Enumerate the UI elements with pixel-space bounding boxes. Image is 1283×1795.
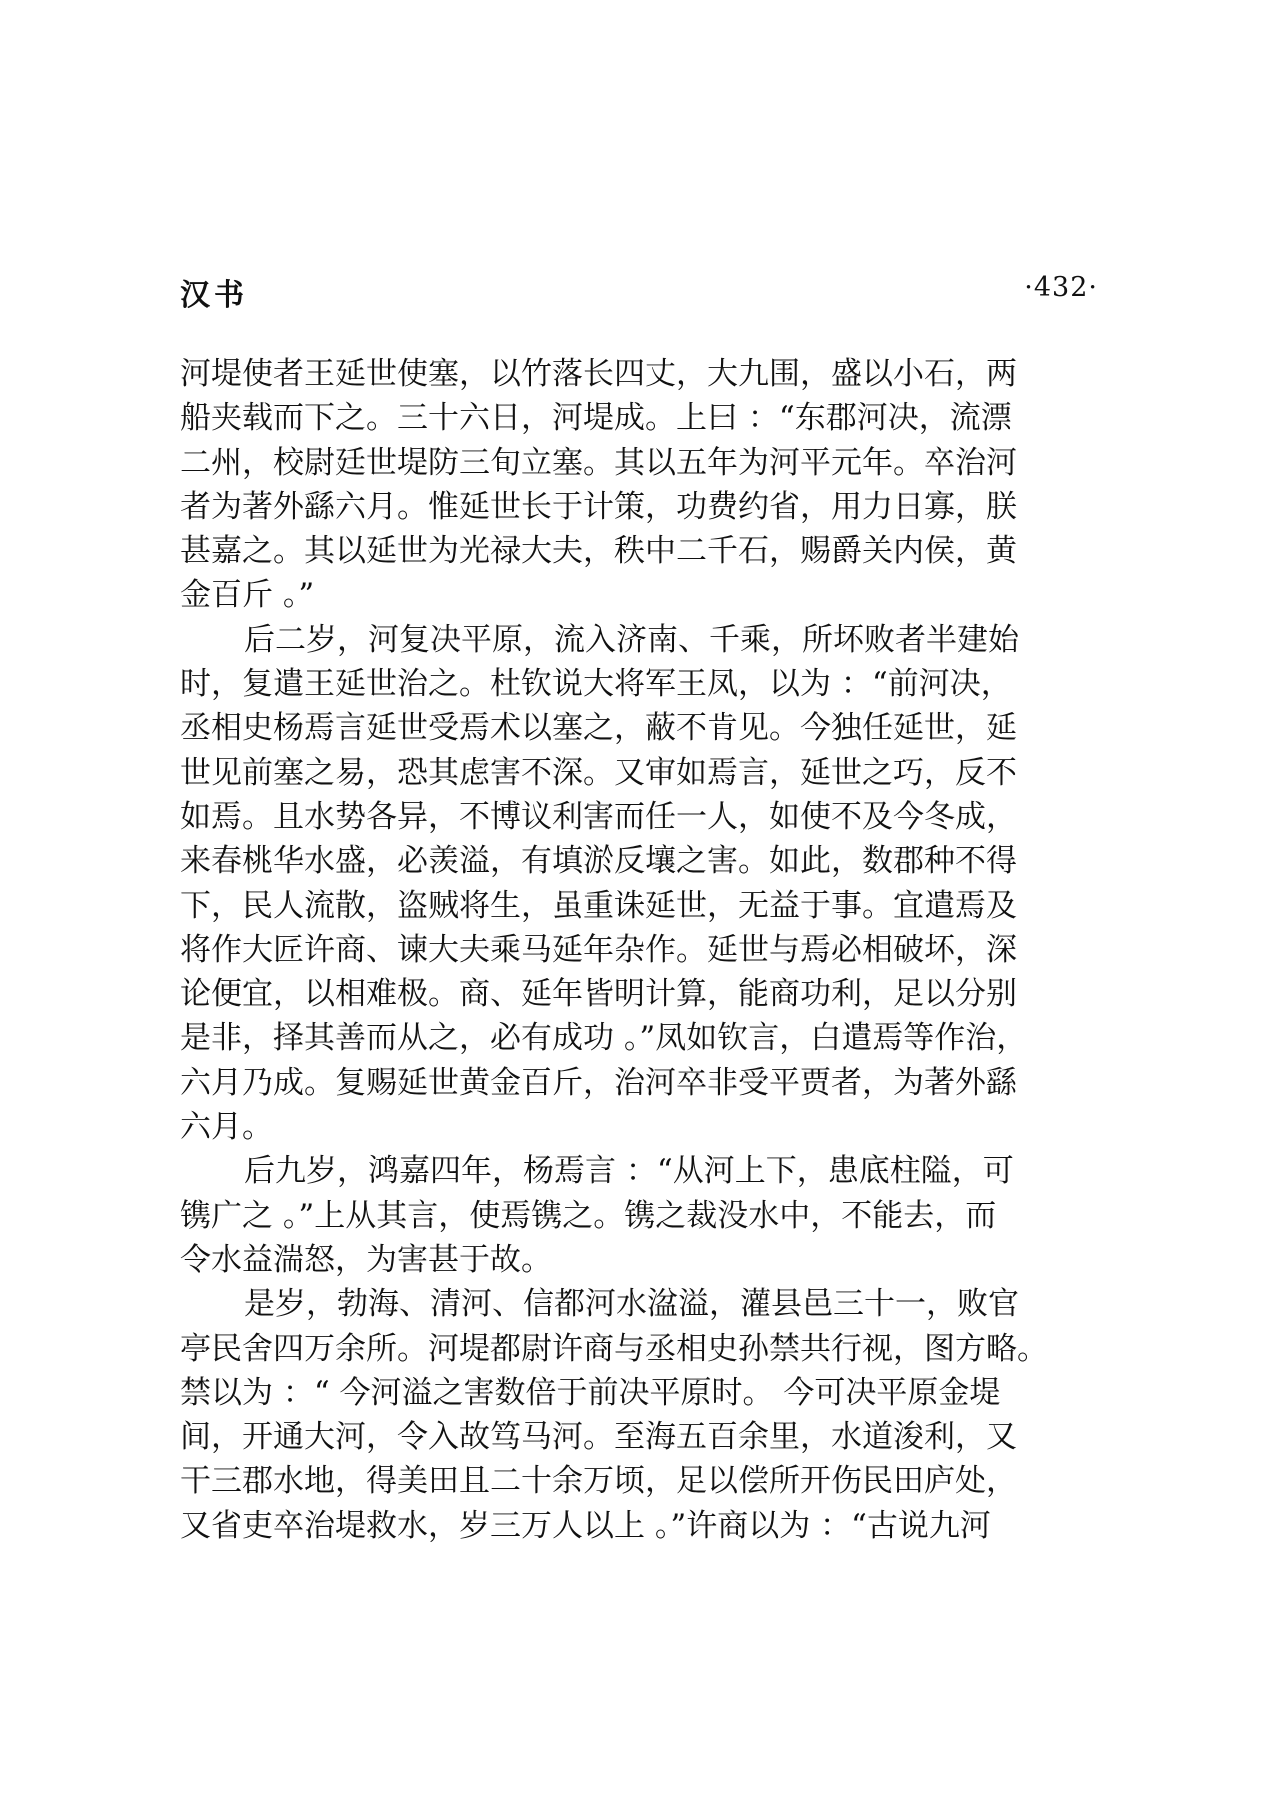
text-line: 甚嘉之。其以延世为光禄大夫，秩中二千石，赐爵关内侯，黄: [180, 533, 1017, 570]
text-line: 者为著外繇六月。惟延世长于计策，功费约省，用力日寡，朕: [180, 488, 1017, 525]
text-line: 令水益湍怒，为害甚于故。: [180, 1241, 552, 1278]
text-line: 如焉。且水势各异，不博议利害而任一人，如使不及今冬成，: [180, 798, 1017, 835]
text-line: 丞相史杨焉言延世受焉术以塞之，蔽不肯见。今独任延世，延: [180, 710, 1017, 747]
text-line: 又省吏卒治堤救水，岁三万人以上 。”许商以为 ：“古说九河: [180, 1507, 991, 1544]
book-title: 汉书: [180, 278, 248, 313]
running-header: [180, 270, 1098, 313]
text-line: 是非，择其善而从之，必有成功 。”凤如钦言，白遣焉等作治，: [180, 1020, 1028, 1057]
text-line: 六月乃成。复赐延世黄金百斤，治河卒非受平贾者，为著外繇: [180, 1064, 1017, 1101]
text-line: 河堤使者王延世使塞，以竹落长四丈，大九围，盛以小石，两: [180, 356, 1017, 392]
text-line: 间，开通大河，令入故笃马河。至海五百余里，水道浚利，又: [180, 1419, 1017, 1456]
text-line: 下，民人流散，盗贼将生，虽重诛延世，无益于事。宜遣焉及: [180, 887, 1017, 924]
body-text: [180, 352, 1070, 1548]
page-number: ·432·: [1024, 272, 1098, 303]
paragraph-first-line: 后二岁，河复决平原，流入济南、千乘，所坏败者半建始: [244, 621, 1019, 658]
text-line: 论便宜，以相难极。商、延年皆明计算，能商功利，足以分别: [180, 976, 1017, 1013]
text-line: 时，复遣王延世治之。杜钦说大将军王凤，以为 ：“前河决，: [180, 666, 1012, 703]
paragraph-first-line: 是岁，勃海、清河、信都河水湓溢，灌县邑三十一，败官: [244, 1286, 1019, 1323]
text-line: 世见前塞之易，恐其虑害不深。又审如焉言，延世之巧，反不: [180, 754, 1017, 791]
text-line: 禁以为 ：“ 今河溢之害数倍于前决平原时。 今可决平原金堤: [180, 1374, 1001, 1411]
text-line: 镌广之 。”上从其言，使焉镌之。镌之裁没水中，不能去，而: [180, 1197, 997, 1234]
text-line: 亭民舍四万余所。河堤都尉许商与丞相史孙禁共行视，图方略。: [180, 1330, 1048, 1367]
paragraph-first-line: 后九岁，鸿嘉四年，杨焉言 ：“从河上下，患底柱隘，可: [244, 1153, 1014, 1190]
text-line: 二州，校尉廷世堤防三旬立塞。其以五年为河平元年。卒治河: [180, 444, 1017, 481]
text-line: 六月。: [180, 1109, 273, 1146]
text-line: 来春桃华水盛，必羡溢，有填淤反壤之害。如此，数郡种不得: [180, 843, 1017, 880]
text-line: 将作大匠许商、谏大夫乘马延年杂作。延世与焉必相破坏，深: [180, 931, 1017, 968]
text-line: 金百斤 。”: [180, 577, 315, 614]
text-line: 船夹载而下之。三十六日，河堤成。上曰 ：“东郡河决，流漂: [180, 400, 1012, 437]
text-line: 干三郡水地，得美田且二十余万顷，足以偿所开伤民田庐处，: [180, 1463, 1017, 1500]
